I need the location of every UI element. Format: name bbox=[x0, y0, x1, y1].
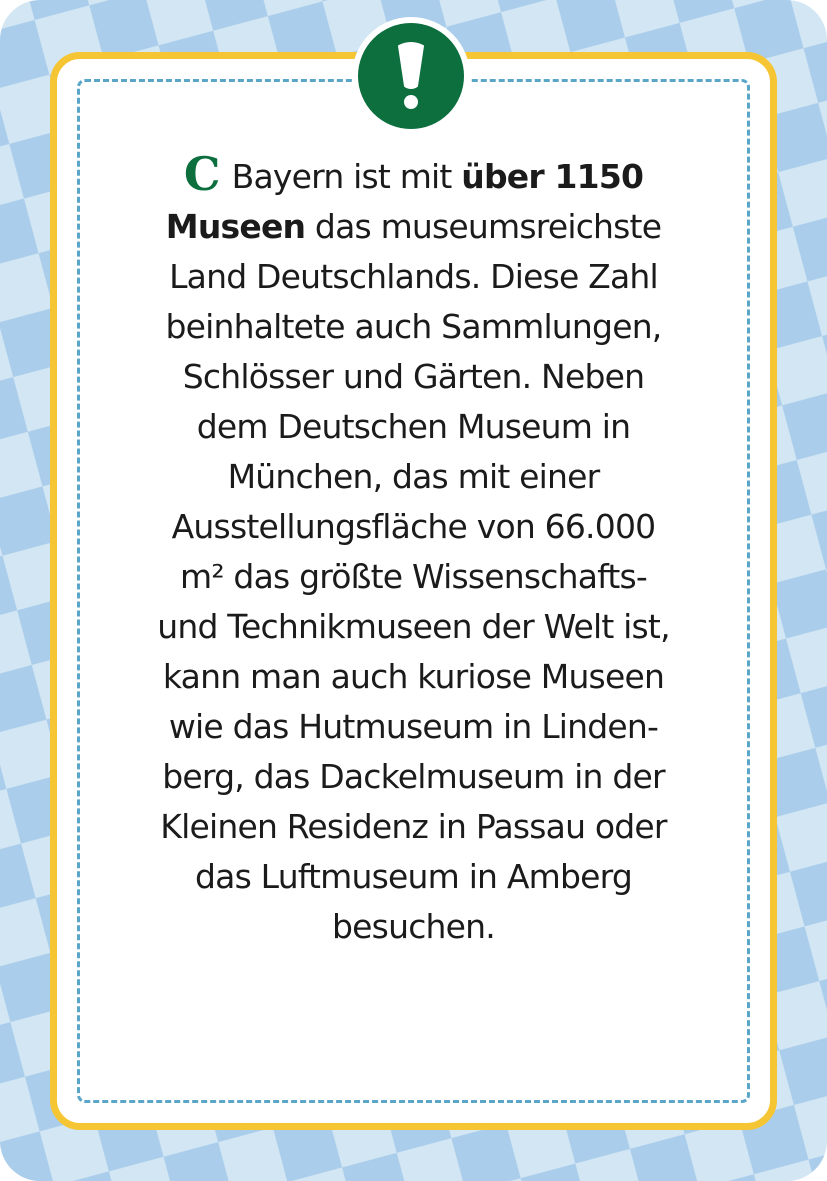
text-line bbox=[110, 202, 717, 252]
text-line bbox=[110, 502, 717, 552]
text-line bbox=[110, 452, 717, 502]
text-segment: München, das mit einer bbox=[227, 457, 600, 496]
text-segment: Ausstellungsfläche von 66.000 bbox=[171, 507, 656, 546]
text-segment: Schlösser und Gärten. Neben bbox=[182, 357, 645, 396]
text-segment: wie das Hutmuseum in Linden- bbox=[168, 707, 659, 746]
bold-text: Museen bbox=[165, 207, 306, 246]
text-segment: Kleinen Residenz in Passau oder bbox=[160, 807, 667, 846]
text-segment: das museumsreichste bbox=[305, 207, 662, 246]
text-line bbox=[110, 702, 717, 752]
card-text bbox=[110, 147, 717, 952]
text-line bbox=[110, 147, 717, 202]
text-line bbox=[110, 652, 717, 702]
text-line bbox=[110, 402, 717, 452]
text-line bbox=[110, 602, 717, 652]
text-line bbox=[110, 752, 717, 802]
exclamation-badge bbox=[358, 23, 464, 129]
text-segment: berg, das Dackelmuseum in der bbox=[162, 757, 665, 796]
text-line bbox=[110, 802, 717, 852]
text-line bbox=[110, 902, 717, 952]
text-line bbox=[110, 352, 717, 402]
text-line bbox=[110, 302, 717, 352]
text-segment: besuchen. bbox=[332, 907, 495, 946]
exclamation-icon bbox=[391, 40, 431, 112]
text-segment: das Luftmuseum in Amberg bbox=[195, 857, 632, 896]
text-line bbox=[110, 852, 717, 902]
text-segment: dem Deutschen Museum in bbox=[196, 407, 631, 446]
text-segment: Bayern ist mit bbox=[231, 157, 462, 196]
text-segment: beinhaltete auch Sammlungen, bbox=[165, 307, 662, 346]
bold-text: über 1150 bbox=[461, 157, 644, 196]
text-line bbox=[110, 552, 717, 602]
decorative-initial: C bbox=[183, 147, 220, 201]
text-line bbox=[110, 252, 717, 302]
text-segment: kann man auch kuriose Museen bbox=[162, 657, 665, 696]
text-segment: Land Deutschlands. Diese Zahl bbox=[169, 257, 658, 296]
text-segment: und Technikmuseen der Welt ist, bbox=[157, 607, 670, 646]
text-segment: m² das größte Wissenschafts- bbox=[179, 557, 648, 596]
